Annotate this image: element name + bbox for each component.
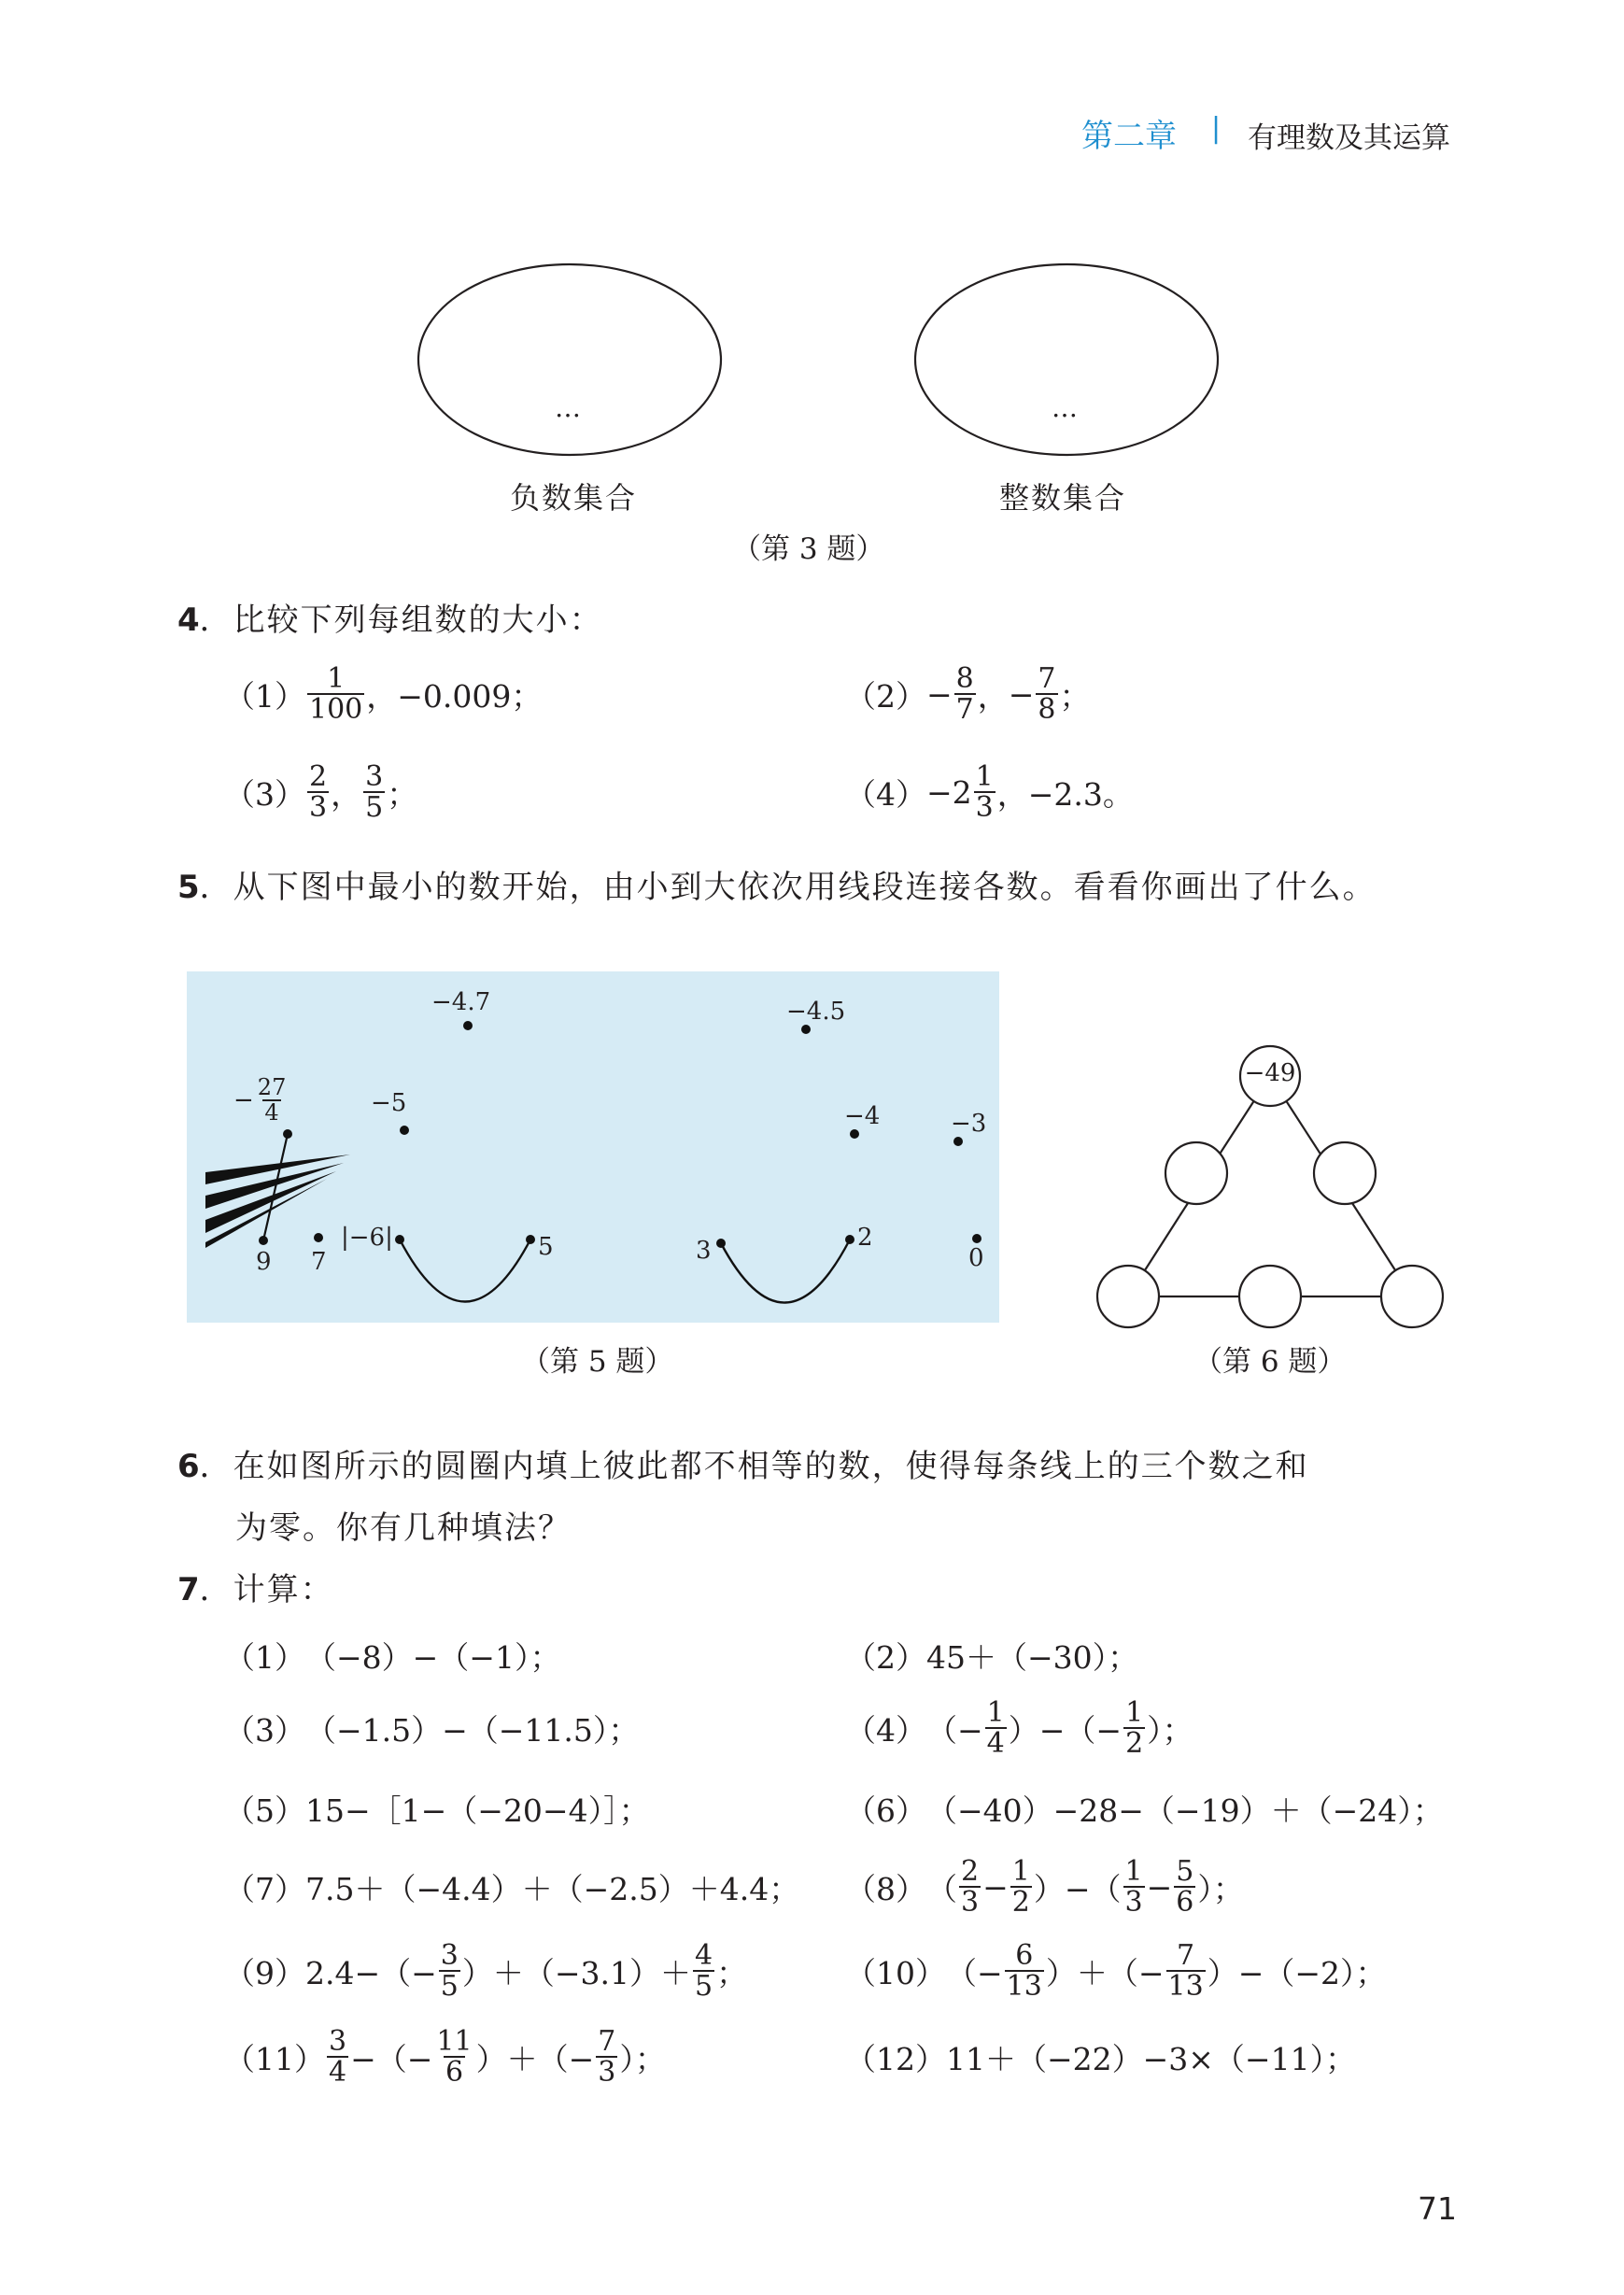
left-middle-circle [1165,1142,1227,1204]
label-neg-5: −5 [371,1089,407,1117]
q7-item-7: （7） 7.5＋（−4.4）＋（−2.5）＋4.4； [224,1870,800,1907]
question-6-line-2: 为零。你有几种填法？ [235,1509,572,1547]
item-label: （3） [224,775,305,813]
fraction: $\frac{2}{3}$ [309,759,328,824]
question-text: ．计算： [199,1571,334,1608]
set-diagram [402,262,1242,476]
dots [259,1021,981,1248]
dot-neg-5 [400,1126,409,1135]
question-4 [177,594,603,640]
dot-neg-4 [850,1129,859,1139]
label-9: 9 [256,1248,272,1276]
label-neg-4-5: −4.5 [786,998,846,1026]
question-text: ．从下图中最小的数开始，由小到大依次用线段连接各数。看看你画出了什么。 [199,869,1377,906]
question-number: 7 [177,1571,200,1608]
fraction: $\frac{4}{5}$ [695,1938,713,2003]
item-label: （2） [845,677,926,715]
q4-item-4: （4） −2 $\frac{1}{3}$ ， −2.3。 [845,759,1134,824]
dot-7 [314,1233,323,1242]
label-abs-6: |−6| [341,1224,393,1252]
label-5: 5 [538,1233,554,1261]
fraction: $\frac{27}{4}$ [257,1074,287,1126]
q7-item-1: （1） （−8）−（−1）； [224,1638,561,1676]
fraction: $\frac{6}{13}$ [1006,1938,1042,2003]
label-neg-4: −4 [844,1102,881,1130]
chapter-label: 第二章 [1081,118,1177,155]
dot-neg-4-5 [801,1025,811,1034]
left-arc [400,1240,530,1302]
label-7: 7 [311,1248,327,1276]
label-3: 3 [696,1237,712,1265]
q4-item-2: （2） − $\frac{8}{7}$ ， − $\frac{7}{8}$ ； [845,661,1091,726]
dot-figure-panel [187,971,999,1323]
q7-item-4: （4） （− $\frac{1}{4}$ ）−（− $\frac{1}{2}$ ）； [845,1695,1193,1760]
label-neg-27-4: − $\frac{27}{4}$ [233,1074,287,1126]
q4-item-3: （3） $\frac{2}{3}$ ， $\frac{3}{5}$ ； [224,759,418,824]
fraction: $\frac{11}{6}$ [436,2024,473,2089]
right-middle-circle [1314,1142,1376,1204]
fraction: $\frac{1}{4}$ [986,1695,1005,1760]
chapter-title: 有理数及其运算 [1248,121,1450,155]
dot-figure-drawing [187,971,999,1323]
fraction: $\frac{2}{3}$ [961,1854,980,1919]
dot-neg-4-7 [463,1021,473,1030]
question-6 [177,1440,1309,1486]
dot-0 [972,1234,981,1243]
fraction: $\frac{8}{7}$ [955,661,974,726]
item-label: （1） [224,677,305,715]
question-7 [177,1564,334,1609]
item-label: （4） [845,775,926,813]
label-0: 0 [968,1244,984,1272]
label-neg-3: −3 [951,1110,987,1138]
fraction: $\frac{7}{8}$ [1038,661,1056,726]
q7-item-6: （6） （−40）−28−（−19）＋（−24）； [845,1792,1444,1829]
fraction: $\frac{3}{5}$ [365,759,384,824]
integer-set-ellipse [915,264,1218,455]
fraction: $\frac{3}{5}$ [440,1938,459,2003]
header-separator: | [1211,112,1222,145]
bottom-right-circle [1381,1266,1443,1327]
integer-set-label: 整数集合 [999,480,1127,516]
q7-item-12: （12） 11＋（−22）−3×（−11）； [845,2040,1357,2077]
set-dots-left: … [555,392,581,423]
q7-item-8: （8） （ $\frac{2}{3}$ − $\frac{1}{2}$ ）−（ $\frac{1}{3}$ − $\frac{5}{6}$ ）； [845,1854,1244,1919]
dot-neg-3 [953,1137,963,1146]
fraction: $\frac{1}{3}$ [975,759,994,824]
page-number: 71 [1418,2190,1457,2227]
figure-3-caption: （第 3 题） [732,532,885,566]
fin-stripes [205,1155,350,1248]
question-number: 6 [177,1448,200,1485]
fraction: $\frac{7}{13}$ [1167,1938,1204,2003]
bottom-left-circle [1097,1266,1159,1327]
fraction: $\frac{1}{2}$ [1011,1854,1030,1919]
fraction: $\frac{7}{3}$ [598,2024,616,2089]
top-circle-value: −49 [1244,1059,1296,1087]
q7-item-11: （11） $\frac{3}{4}$ −（− $\frac{11}{6}$ ）＋（− $\frac{7}{3}$ ）； [224,2024,666,2089]
q7-item-9: （9） 2.4−（− $\frac{3}{5}$ ）＋（−3.1）＋ $\frac{4}{5}$ ； [224,1938,748,2003]
fraction: $\frac{5}{6}$ [1176,1854,1194,1919]
fraction: $\frac{1}{3}$ [1124,1854,1143,1919]
fraction: $\frac{1}{100}$ [309,661,363,726]
fraction: $\frac{1}{2}$ [1125,1695,1144,1760]
q7-item-5: （5） 15−［1−（−20−4）］； [224,1792,650,1829]
label-neg-4-7: −4.7 [431,988,491,1016]
q4-item-1: （1） $\frac{1}{100}$ ， −0.009； [224,661,543,726]
label-2: 2 [857,1224,873,1252]
q7-item-10: （10） （− $\frac{6}{13}$ ）＋（− $\frac{7}{13}$ ）−（−2）； [845,1938,1387,2003]
fraction: $\frac{3}{4}$ [329,2024,347,2089]
right-arc [721,1240,850,1303]
question-text: ．在如图所示的圆圈内填上彼此都不相等的数，使得每条线上的三个数之和 [199,1448,1309,1485]
bottom-middle-circle [1239,1266,1301,1327]
q7-item-3: （3） （−1.5）−（−11.5）； [224,1711,640,1749]
figure-6-caption: （第 6 题） [1193,1345,1347,1379]
question-text: ．比较下列每组数的大小： [199,602,603,639]
question-number: 4 [177,602,200,639]
negative-set-ellipse [418,264,721,455]
question-5 [177,861,1377,907]
figure-5-caption: （第 5 题） [521,1345,674,1379]
question-number: 5 [177,869,200,906]
q7-item-2: （2） 45＋（−30）； [845,1638,1139,1676]
negative-set-label: 负数集合 [510,480,638,516]
set-dots-right: … [1052,392,1078,423]
